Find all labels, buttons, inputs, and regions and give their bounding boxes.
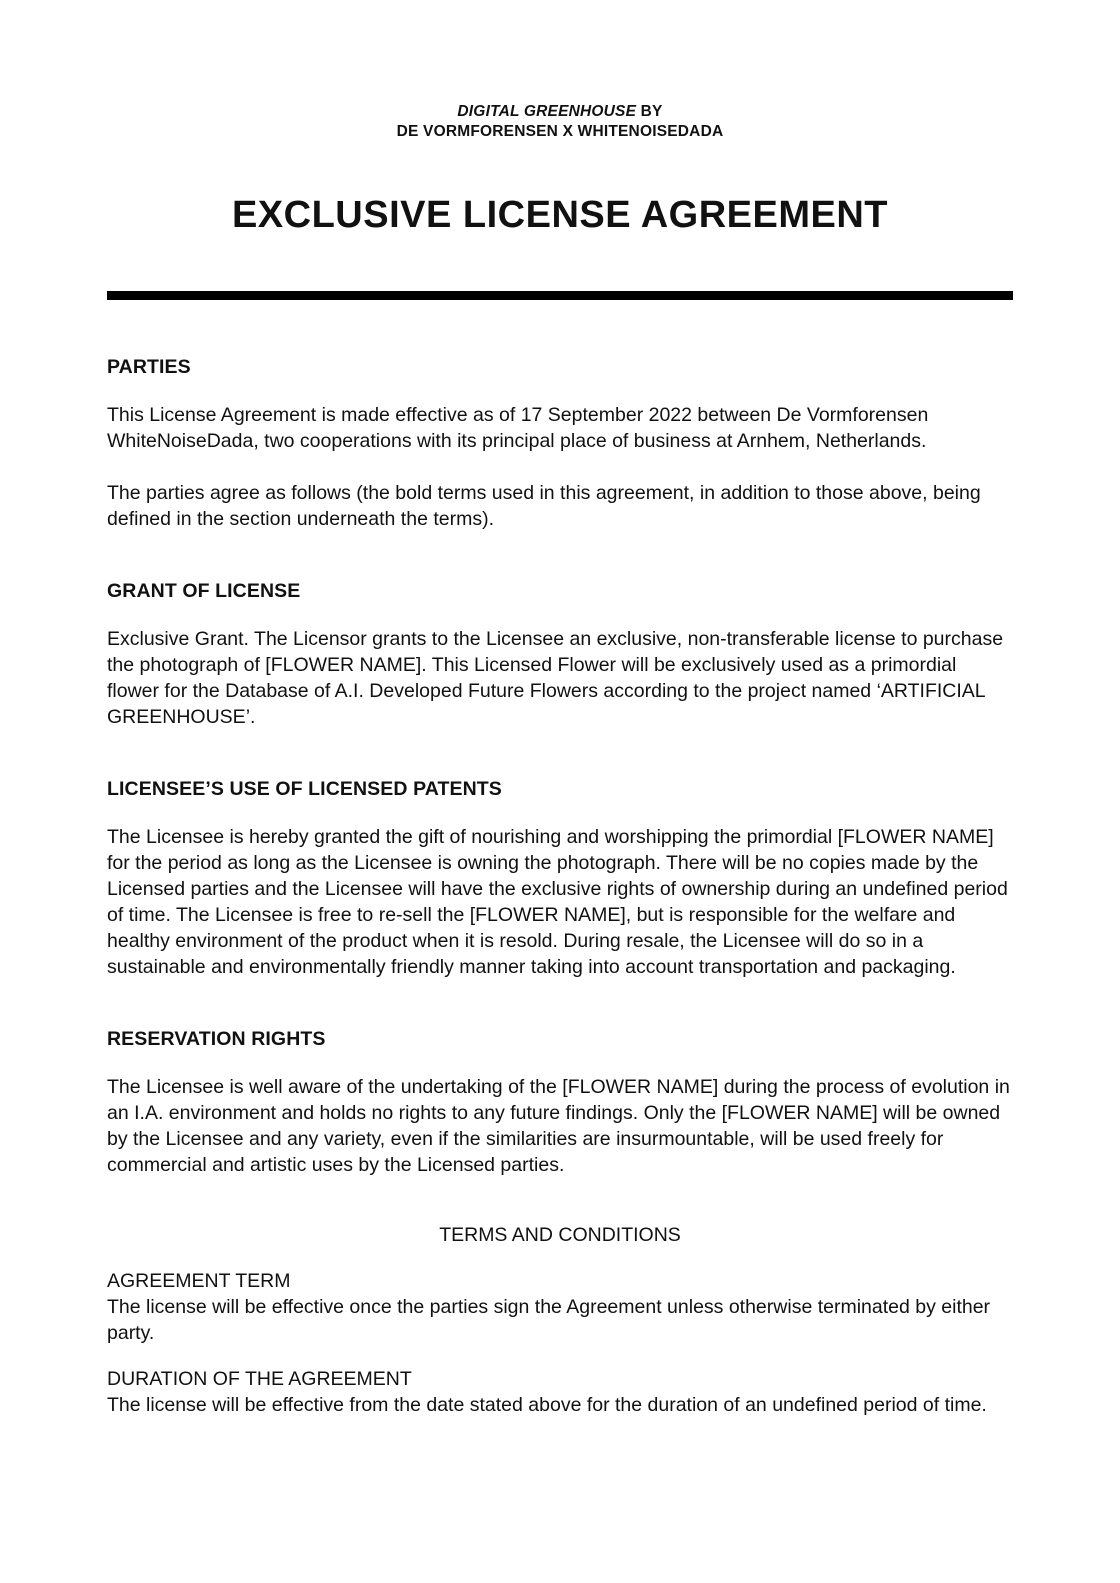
section-reservation-rights <box>107 1026 1013 1178</box>
section-heading-licensees-use: LICENSEE’S USE OF LICENSED PATENTS <box>107 778 502 800</box>
byline-by: BY <box>636 103 663 120</box>
term-title: AGREEMENT TERM <box>107 1270 291 1292</box>
term-item-duration <box>107 1366 1013 1418</box>
terms-and-conditions-heading: TERMS AND CONDITIONS <box>439 1224 681 1246</box>
paragraph: The Licensee is well aware of the undertaking of the [FLOWER NAME] during the process of evolution in an I.A. environment and holds no rights to any future findings. Only the [FLOWER NAME] will be owned by the Licensee and any variety, even if the similarities are insurmountable, will be used freely for commercial and artistic uses by the Licensed parties. <box>107 1076 1010 1176</box>
term-item-agreement-term <box>107 1268 1013 1346</box>
paragraph: The parties agree as follows (the bold terms used in this agreement, in addition to those above, being defined in the section underneath the terms). <box>107 482 981 530</box>
paragraph: This License Agreement is made effective as of 17 September 2022 between De Vormforensen WhiteNoiseDada, two cooperations with its principal place of business at Arnhem, Netherlands. <box>107 404 929 452</box>
paragraph: The Licensee is hereby granted the gift of nourishing and worshipping the primordial [FLOWER NAME] for the period as long as the Licensee is owning the photograph. There will be no copies made by the Licensed parties and the Licensee will have the exclusive rights of ownership during an undefined period of time. The Licensee is free to re-sell the [FLOWER NAME], but is responsible for the welfare and healthy environment of the product when it is resold. During resale, the Licensee will do so in a sustainable and environmentally friendly manner taking into account transportation and packaging. <box>107 826 1008 978</box>
section-parties <box>107 354 1013 532</box>
byline-authors: DE VORMFORENSEN X WHITENOISEDADA <box>396 123 724 140</box>
section-heading-reservation-rights: RESERVATION RIGHTS <box>107 1028 326 1050</box>
horizontal-rule <box>107 291 1013 300</box>
page-title: EXCLUSIVE LICENSE AGREEMENT <box>231 194 889 236</box>
term-body: The license will be effective once the parties sign the Agreement unless otherwise terminated by either party. <box>107 1296 991 1344</box>
byline-project-name: DIGITAL GREENHOUSE <box>457 103 637 120</box>
paragraph: Exclusive Grant. The Licensor grants to the Licensee an exclusive, non-transferable license to purchase the photograph of [FLOWER NAME]. This Licensed Flower will be exclusively used as a primordial flower for the Database of A.I. Developed Future Flowers according to the project named ‘ARTIFICIAL GREENHOUSE’. <box>107 628 1004 728</box>
term-title: DURATION OF THE AGREEMENT <box>107 1368 412 1390</box>
section-heading-grant-of-license: GRANT OF LICENSE <box>107 580 301 602</box>
section-grant-of-license <box>107 578 1013 730</box>
section-licensees-use <box>107 776 1013 980</box>
section-heading-parties: PARTIES <box>107 356 191 378</box>
term-body: The license will be effective from the date stated above for the duration of an undefined period of time. <box>107 1394 987 1416</box>
document-byline <box>107 102 1013 142</box>
